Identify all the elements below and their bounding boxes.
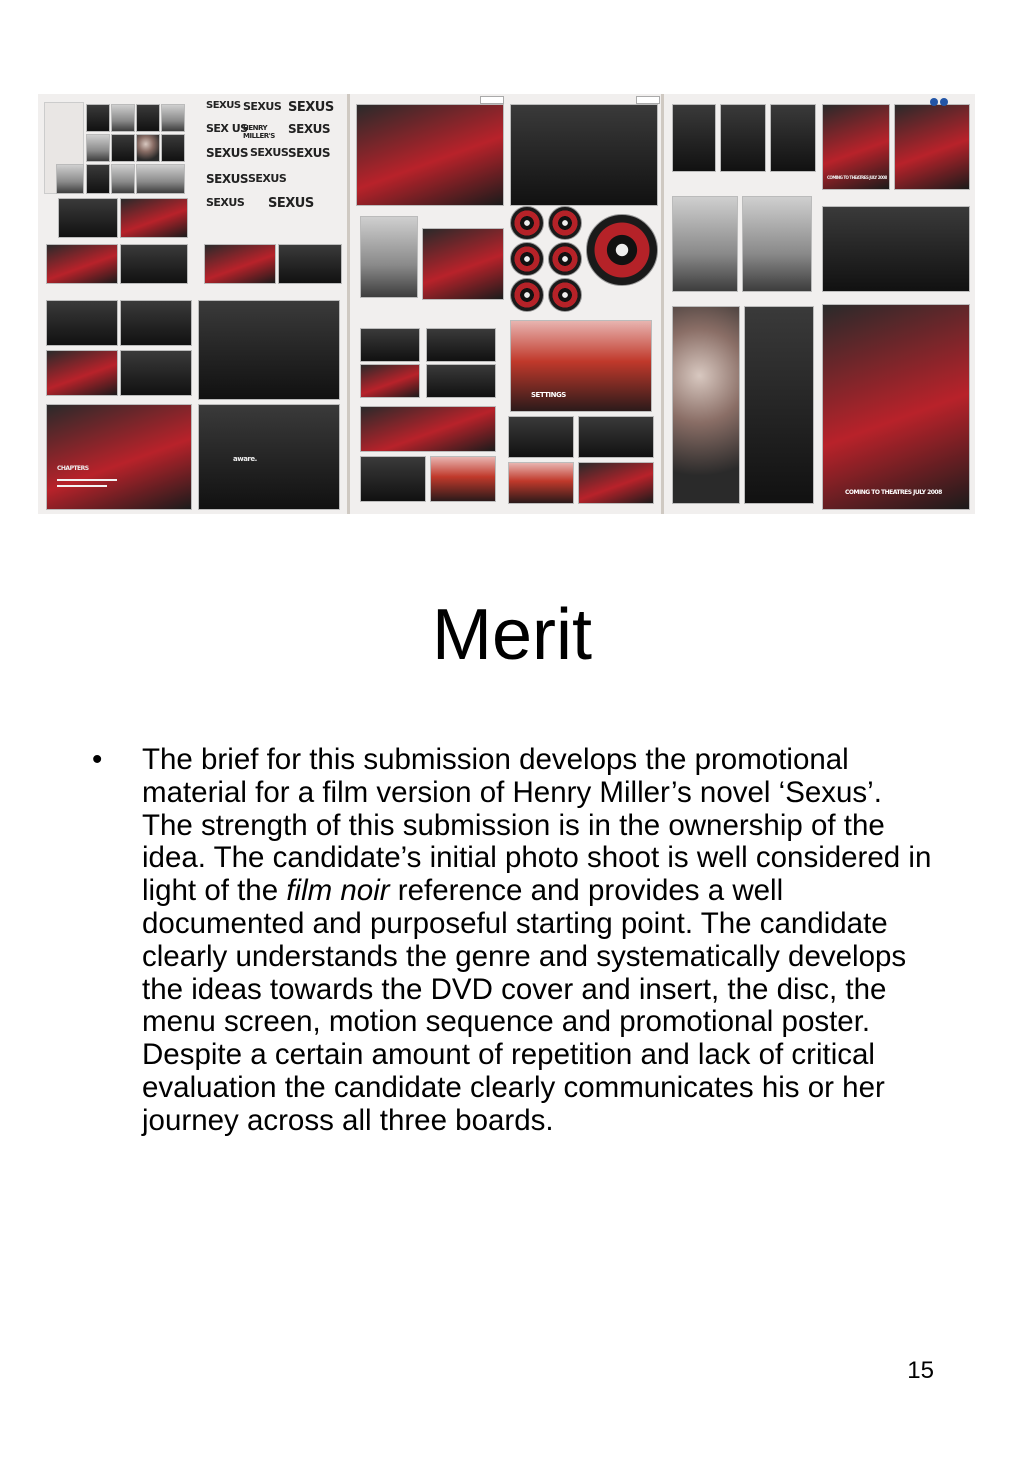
logo-sketch: HENRY MILLER'S xyxy=(243,124,275,140)
poster-draft xyxy=(894,104,970,190)
label-tag xyxy=(480,96,504,104)
logo-sketch: SEXUS xyxy=(206,146,248,160)
cover-draft xyxy=(46,244,118,284)
dvd-case xyxy=(360,216,418,298)
menu-screen xyxy=(510,320,652,412)
pin-dot xyxy=(940,98,948,106)
board-left xyxy=(38,94,350,514)
logo-sketch: SEXUS xyxy=(243,100,282,113)
photo-thumb xyxy=(86,164,110,194)
poster-caption: COMING TO THEATRES JULY 2008 xyxy=(845,489,942,496)
menu-caption: SETTINGS xyxy=(531,391,566,399)
cover-draft xyxy=(120,244,188,284)
motion-frame xyxy=(360,456,426,502)
chapters-label: CHAPTERS xyxy=(57,465,89,472)
cover-spread xyxy=(198,300,340,400)
logo-sketch: SEX US xyxy=(206,122,248,135)
cover-draft xyxy=(120,300,192,346)
label-tag xyxy=(636,96,660,104)
body-italic-term: film noir xyxy=(286,874,390,908)
dvd-case xyxy=(422,228,504,300)
pin-dot xyxy=(930,98,938,106)
disc-draft xyxy=(548,206,582,240)
menu-draft xyxy=(360,364,420,398)
poster-caption: COMING TO THEATRES JULY 2008 xyxy=(827,175,887,180)
menu-draft xyxy=(426,328,496,362)
text-line xyxy=(57,485,107,487)
cover-tagline: aware. xyxy=(233,455,257,463)
photo-thumb xyxy=(86,104,110,132)
logo-sketch: SEXUS xyxy=(288,100,334,115)
poster-draft xyxy=(742,196,812,292)
photo-thumb xyxy=(136,164,185,194)
disc-draft xyxy=(510,206,544,240)
photo-thumb xyxy=(56,164,84,194)
poster-strip xyxy=(672,306,740,504)
logo-sketch: SEXUS xyxy=(288,122,330,136)
bullet-symbol: • xyxy=(92,743,103,776)
text-line xyxy=(57,479,117,481)
dvd-cover-large xyxy=(356,104,504,206)
final-poster xyxy=(822,304,970,510)
poster-draft xyxy=(822,104,890,190)
disc-final xyxy=(586,214,658,286)
display-boards-photo xyxy=(38,94,975,514)
motion-frame xyxy=(578,416,654,458)
poster-draft xyxy=(672,196,738,292)
cover-draft xyxy=(278,244,342,284)
logo-sketch: SEXUS xyxy=(250,146,289,159)
page-number: 15 xyxy=(907,1357,934,1384)
logo-sketch: SEXUS xyxy=(206,196,245,209)
motion-frame xyxy=(430,456,496,502)
disc-draft xyxy=(548,242,582,276)
logo-sketch: SEXUS xyxy=(268,196,314,211)
poster-strip xyxy=(744,306,814,504)
motion-frame xyxy=(508,416,574,458)
cover-draft xyxy=(46,350,118,396)
disc-draft xyxy=(548,278,582,312)
logo-sketch: SEXUS xyxy=(206,172,248,186)
motion-frame xyxy=(578,462,654,504)
photo-thumb xyxy=(111,164,135,194)
poster-draft xyxy=(672,104,716,172)
slide-title: Merit xyxy=(432,595,592,675)
photo-thumb xyxy=(161,134,185,162)
menu-draft xyxy=(360,328,420,362)
logo-sketch: SEXUS xyxy=(248,172,287,185)
dvd-cover xyxy=(198,404,340,510)
board-right xyxy=(664,94,975,514)
bullet-item xyxy=(92,744,937,1138)
cover-draft xyxy=(58,198,118,238)
motion-frame xyxy=(360,406,496,452)
poster-draft xyxy=(822,206,970,292)
logo-sketch: SEXUS xyxy=(206,100,241,111)
photo-thumb xyxy=(161,104,185,132)
cover-draft xyxy=(120,350,192,396)
photo-thumb xyxy=(111,104,135,132)
poster-draft xyxy=(720,104,766,172)
bullet-list xyxy=(92,744,937,1138)
cover-draft xyxy=(204,244,276,284)
photo-thumb xyxy=(136,104,160,132)
poster-draft xyxy=(770,104,816,172)
menu-draft xyxy=(426,364,496,398)
cover-draft xyxy=(46,300,118,346)
motion-frame xyxy=(508,462,574,504)
photo-thumb xyxy=(136,134,160,162)
disc-draft xyxy=(510,278,544,312)
photo-thumb xyxy=(86,134,110,162)
logo-sketch: SEXUS xyxy=(288,146,330,160)
cover-draft xyxy=(120,198,188,238)
dvd-cover-large xyxy=(510,104,658,206)
dvd-cover xyxy=(46,404,192,510)
disc-draft xyxy=(510,242,544,276)
photo-thumb xyxy=(111,134,135,162)
body-text-continued: reference and provides a well documented and purposeful starting point. The candidate clearly understands the genre and systematically develops the ideas towards the DVD cover and insert, the disc, the menu screen, motion sequence and promotional poster. Despite a certain amount of repetition and lack of critical evaluation the candidate clearly communicates his or her journey across all three boards. xyxy=(142,874,907,1137)
board-middle xyxy=(350,94,664,514)
body-text: The brief for this submission develops the promotional material for a film version of Henry Miller’s novel ‘Sexus’. The strength of this submission is in the ownership of the idea. The candidate’s initial photo shoot is well considered in light of the xyxy=(142,743,932,908)
